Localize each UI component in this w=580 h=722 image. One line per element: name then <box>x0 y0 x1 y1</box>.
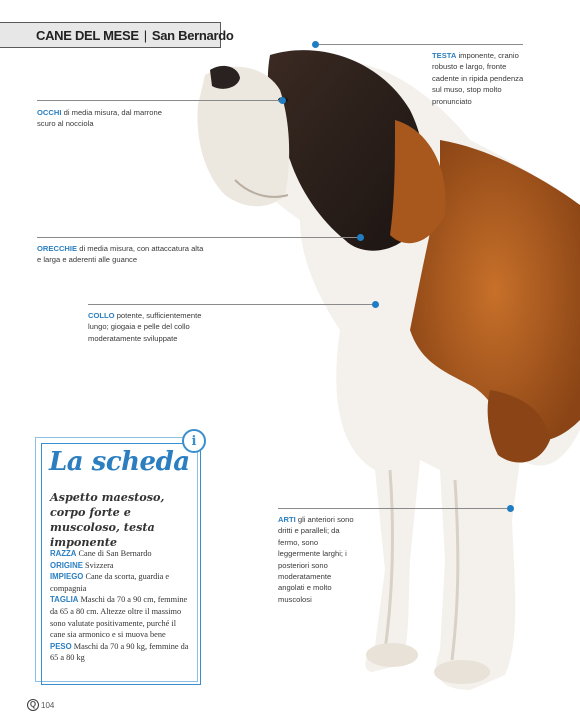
callout-dot-testa <box>312 41 319 48</box>
page-number-text: 104 <box>41 700 55 710</box>
callout-orecchie: ORECCHIE di media misura, con attaccatura alta e larga e aderenti alle guance <box>37 244 204 265</box>
callout-dot-orecchie <box>357 234 364 241</box>
info-box-body <box>50 548 192 664</box>
leader-line-orecchie <box>37 237 360 238</box>
leader-line-collo <box>88 304 375 305</box>
leader-line-occhi <box>37 100 282 101</box>
info-row-peso: PESO Maschi da 70 a 90 kg, femmine da 65 a 80 kg <box>50 641 189 663</box>
header-separator: | <box>143 27 147 43</box>
info-row-impiego: IMPIEGO Cane da scorta, guardia e compagnia <box>50 572 170 593</box>
section-title: CANE DEL MESE <box>36 27 139 43</box>
info-box-title: La scheda <box>49 447 190 477</box>
page-number <box>27 699 54 711</box>
callout-testa: TESTA imponente, cranio robusto e largo, fronte cadente in ripida pendenza sul muso, stop molto pronunciato <box>432 51 524 106</box>
info-box-subtitle: Aspetto maestoso, corpo forte e muscoloso, testa imponente <box>50 490 165 549</box>
callout-dot-collo <box>372 301 379 308</box>
leader-line-testa <box>315 44 523 45</box>
callout-arti: ARTI gli anteriori sono dritti e paralleli; da fermo, sono leggermente larghi; i posteriori sono moderatamente angolati e molto muscolosi <box>278 515 354 604</box>
info-row-taglia: TAGLIA Maschi da 70 a 90 cm, femmine da 65 a 80 cm. Altezze oltre il massimo sono valutate positivamente, purché il cane sia armonico e si muova bene <box>50 595 188 640</box>
magazine-logo-icon: Q <box>27 699 39 711</box>
info-icon: i <box>182 429 206 453</box>
leader-line-arti <box>278 508 510 509</box>
callout-dot-arti <box>507 505 514 512</box>
callout-collo: COLLO potente, sufficientemente lungo; giogaia e pelle del collo moderatamente sviluppate <box>88 311 202 343</box>
callout-dot-occhi <box>279 97 286 104</box>
breed-info-box <box>35 433 200 684</box>
info-row-origine: ORIGINE Svizzera <box>50 560 114 570</box>
section-header <box>0 22 234 48</box>
breed-title: San Bernardo <box>151 27 234 43</box>
callout-occhi: OCCHI di media misura, dal marrone scuro al nocciola <box>37 108 162 129</box>
info-row-razza: RAZZA Cane di San Bernardo <box>50 549 152 558</box>
